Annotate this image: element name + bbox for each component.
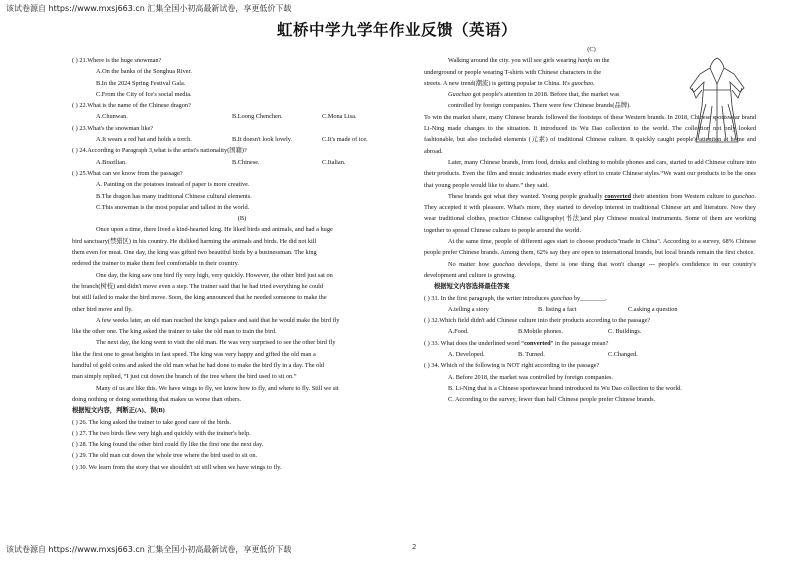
text-line: One day, the king saw one bird fly very high, very quickly. However, the other bird just sat on [96,271,333,279]
text-span: ( ) 33. What does the underlined word “ [424,339,525,347]
guochao-word: guochao [492,260,515,268]
q31-option-b: B. listing a fact [538,305,577,313]
true-false-item-27: ( ) 27. The two birds flew very high and quickly with the trainer's help. [72,429,251,437]
text-line: like the first one to great heights in fast speed. The king was very happy and gifted the old man a [72,350,316,358]
text-line: bird sanctuary(禁猎区) in his country. He disliked harming the animals and birds. He did not kill [72,237,317,245]
q32-option-c: C. Buildings. [608,328,642,336]
q33-options [424,349,756,360]
text-span: These brands got what they wanted. Young people gradually [448,192,603,200]
q21-option-a: A.On the banks of the Songhua River. [96,68,192,76]
q31-options [424,304,756,315]
text-span: . They accepted it with pleasure. What's more, they started to develop interest in traditional Chinese art and literature. Now they wear traditional clothes, practice Chinese calligraphy(书法)and play Chinese musical instruments. Some of them are working together to spread Chinese culture to people around the world. [424,192,757,234]
true-false-item-28: ( ) 28. The king found the other bird could fly like the first one the next day. [72,441,264,449]
text-span: ( ) 31. In the first paragraph, the writer introduces [424,294,550,302]
q33-option-b: B. Turned. [518,351,545,359]
passage-c-paragraph-5: At the same time, people of different ages start to choose products"made in China". According to a survey, 68% Chinese people prefer Chinese brands. Among them, 62% say they are open to international brands, but local brands remain the first choice. [424,238,756,257]
section-b-heading: (B) [237,215,247,223]
text-line: man simply replied, “I just cut down the branch of the tree where the bird used to sit on.” [72,373,297,381]
passage-c-paragraph-4 [424,191,756,236]
q33-option-a: A. Developed. [448,351,485,359]
guochao-word: guochao. [571,79,595,87]
q23-options [72,134,412,145]
underlined-word-converted: converted [604,192,632,200]
passage-b-paragraph-3 [72,315,412,338]
text-span: develops, there is one thing that won't change --- people's confidence in our country's development and culture is growing. [424,260,756,279]
q34-option-c: C. According to the survey, fewer than half Chinese people prefer Chinese brands. [448,396,656,404]
text-span: on the [593,57,610,65]
q23-option-a: A.It wears a red hat and holds a torch. [96,136,192,144]
passage-b-paragraph-2 [72,270,412,315]
passage-c-paragraph-1 [424,55,679,89]
q22-option-c: C.Mona Lisa. [322,113,357,121]
q31-option-c: C.asking a question [628,305,678,313]
q34-option-a: A. Before 2018, the market was controlled by foreign companies. [448,373,614,381]
text-line: A few weeks later, an old man reached the king's palace and said that he would make the bird fly [96,316,340,324]
text-line: the branch(树枝) and didn't move even a step. The trainer said that he had tried everything he could [72,282,324,290]
q25-option-c: C.This snowman is the most popular and tallest in the world. [96,203,250,211]
hanfu-illustration [686,54,748,146]
question-23-stem: ( ) 23.What's the snowman like? [72,124,154,132]
true-false-item-26: ( ) 26. The king asked the trainer to take good care of the birds. [72,418,232,426]
passage-c-paragraph-6 [424,259,756,282]
q24-option-a: A.Brazilian. [96,158,127,166]
q23-option-b: B.It doesn't look lovely. [232,136,293,144]
true-false-heading: 根据短文内容，判断正(A)、误(B) [72,407,165,415]
text-line: doing nothing or doing something that makes us worse than others. [72,395,242,403]
source-banner-top: 该试卷源自 https://www.mxsj663.cn 汇集全国小初高最新试卷，享更低价下载 [6,4,292,13]
text-span: streets. A new trend(潮流) is getting popular in China. It's [424,79,570,87]
question-21-stem: ( ) 21.Where is the huge snowman? [72,57,162,64]
true-false-item-29: ( ) 29. The old man cut down the whole tree where the bird used to sit on. [72,452,258,460]
guochao-word: guochao [550,294,573,302]
text-line: The next day, the king went to visit the old man. He was very surprised to see the other bird fly [96,339,336,347]
q33-option-c: C.Changed. [608,351,638,359]
text-span: their attention from Western culture to [632,192,731,200]
q23-option-c: C.It's made of ice. [322,136,368,144]
q32-option-b: B.Mobile phones. [518,328,563,336]
hanfu-word: hanfu [577,57,593,65]
text-span: No matter how [448,260,490,268]
question-25-stem: ( ) 25.What can we know from the passage? [72,169,183,177]
q32-options [424,326,756,337]
question-24-stem: ( ) 24.According to Paragraph 3,what is the artist's nationality(国籍)? [72,147,247,155]
q22-option-b: B.Loong Chenchen. [232,113,283,121]
q34-option-b: B. Li-Ning that is a Chinese sportswear brand introduced its Wu Dao collection to the world. [448,384,682,392]
question-31-stem [424,293,756,304]
text-span: got people's attention in 2018. Before that, the market was [472,91,620,99]
q25-option-b: B.The dragon has many traditional Chinese cultural elements. [96,192,252,200]
multiple-choice-heading: 根据短文内容选择最佳答案 [434,283,510,291]
q21-option-c: C.From the City of Ice's social media. [96,90,192,98]
text-line: underground or people wearing T-shirts with Chinese characters in the [424,68,602,76]
q24-options [72,157,412,168]
section-c-heading: (C) [587,46,596,53]
text-line: handful of gold coins and asked the old man what he had done to make the bird fly in a day. The old [72,362,325,370]
text-line: Many of us are like this. We have wings to fly, we know how to fly, and where to fly. Still we sit [96,384,339,392]
question-32-stem: ( ) 32.Which field didn't add Chinese culture into their products according to the passage? [424,317,651,325]
text-line: like the other one. The king asked the trainer to take the old man to train the bird. [72,328,277,336]
page-number: 2 [412,543,417,551]
q24-option-c: C.Italian. [322,158,346,166]
q25-option-a: A. Painting on the potatoes instead of paper is more creative. [96,181,250,189]
source-banner-bottom: 该试卷源自 https://www.mxsj663.cn 汇集全国小初高最新试卷，享更低价下载 [6,545,292,554]
question-33-stem [424,338,756,349]
text-line: but still failed to make the bird move. Soon, the king announced that he needed someone to make the [72,294,327,302]
converted-word: converted [524,339,551,347]
question-22-stem: ( ) 22.What is the name of the Chinese dragon? [72,102,191,110]
left-column [72,55,412,473]
q22-option-a: A.Chunwan. [96,113,128,121]
passage-b-paragraph-5 [72,383,412,406]
text-span: Walking around the city. you will see girls wearing [448,57,577,65]
text-line: Once upon a time, there lived a kind-hearted king. He liked birds and animals, and had a huge [96,226,333,234]
text-span: by________. [573,294,607,302]
guochao-word: guochao [732,192,755,200]
q32-option-a: A.Food. [448,328,469,336]
q21-option-b: B.In the 2024 Spring Festival Gala. [96,79,186,87]
page-title: 虹桥中学九学年作业反馈（英语） [276,21,517,39]
passage-b-paragraph-1 [72,224,412,269]
text-line: other bird move and fly. [72,305,133,313]
guochao-word: Guochao [448,91,472,99]
true-false-item-30: ( ) 30. We learn from the story that we shouldn't sit still when we have wings to fly. [72,463,282,471]
q31-option-a: A.telling a story [448,305,489,313]
q24-option-b: B.Chinese. [232,158,260,166]
passage-c-paragraph-3: Later, many Chinese brands, from food, drinks and clothing to mobile phones and cars, started to add Chinese culture into their products. Even the film and music industries made every effort to create Chinese styles.“We want our products to be the ones that young people would like to share.” they said. [424,158,756,189]
text-span: ” in the passage mean? [550,339,609,347]
passage-b-paragraph-4 [72,337,412,382]
text-line: controlled by foreign companies. There were few Chinese brands(品牌). [448,102,631,110]
q22-options [72,111,412,122]
text-block: To win the market share, many Chinese brands followed the footsteps of these Western brands. In 2018, Chinese sportswear brand Li-Ning made changes to the situation. It introduced its Wu Dao collection to the world. The collection not only looked fashionable, but also included elements (元素) of traditional Chinese culture. It quickly caught people's attention at home and abroad. [424,113,756,155]
text-line: them even for meat. One day, the king was gifted two beautiful birds by a businessman. The king [72,249,317,257]
text-line: ordered the trainer to make them feel comfortable in their country. [72,260,239,268]
question-34-stem: ( ) 34. Which of the following is NOT right according to the passage? [424,362,600,370]
